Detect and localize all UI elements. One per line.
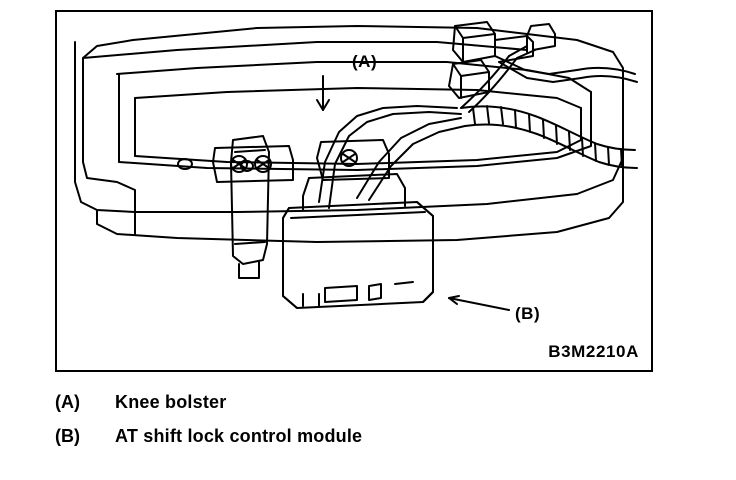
harness-rib-3 bbox=[501, 107, 503, 124]
legend-key-b: (B) bbox=[55, 426, 80, 446]
harness-rib-12 bbox=[621, 149, 622, 167]
legend-label-a: Knee bolster bbox=[115, 392, 227, 412]
module-corner-bottom-left bbox=[283, 296, 297, 308]
harness-wire-2 bbox=[329, 112, 461, 208]
harness-rib-4 bbox=[515, 110, 516, 128]
harness-rib-1 bbox=[473, 108, 475, 124]
harness-rib-9 bbox=[582, 138, 583, 156]
hanger-bracket-line-2 bbox=[235, 242, 265, 244]
callout-label-a: (A) bbox=[352, 52, 378, 71]
module-screw-slot bbox=[343, 154, 355, 162]
module-corner-right bbox=[417, 202, 433, 216]
harness-rib-6 bbox=[543, 120, 544, 138]
hanger-bracket-line-1 bbox=[235, 150, 265, 152]
module-slot-1 bbox=[325, 286, 357, 302]
bolster-inner-top bbox=[83, 42, 527, 58]
legend bbox=[55, 392, 675, 460]
harness-rib-10 bbox=[595, 143, 596, 161]
legend-item-a bbox=[55, 392, 675, 418]
module-corner-left bbox=[283, 208, 289, 218]
module-rib-3 bbox=[395, 282, 413, 284]
module-slot-2 bbox=[369, 284, 381, 300]
figure-frame bbox=[55, 10, 653, 372]
legend-label-b: AT shift lock control module bbox=[115, 426, 363, 446]
bolster-fold-2 bbox=[135, 88, 581, 108]
module-face-top-line bbox=[291, 212, 425, 218]
screw-slot-2 bbox=[257, 160, 269, 168]
connector-wire-right-3 bbox=[577, 68, 635, 74]
module-shoulder-left bbox=[303, 178, 309, 210]
harness-rib-5 bbox=[529, 114, 530, 132]
connector-wire-right-4 bbox=[581, 76, 637, 82]
harness-rib-7 bbox=[556, 126, 557, 144]
callout-label-b: (B) bbox=[515, 304, 541, 323]
harness-corrugated-bottom bbox=[465, 124, 637, 168]
legend-key-a: (A) bbox=[55, 392, 80, 412]
module-corner-bottom-right bbox=[423, 292, 433, 302]
legend-item-b bbox=[55, 426, 675, 452]
figure-code: B3M2210A bbox=[548, 342, 639, 361]
harness-rib-11 bbox=[608, 147, 609, 165]
harness-rib-8 bbox=[569, 132, 570, 150]
harness-rib-2 bbox=[487, 106, 489, 123]
